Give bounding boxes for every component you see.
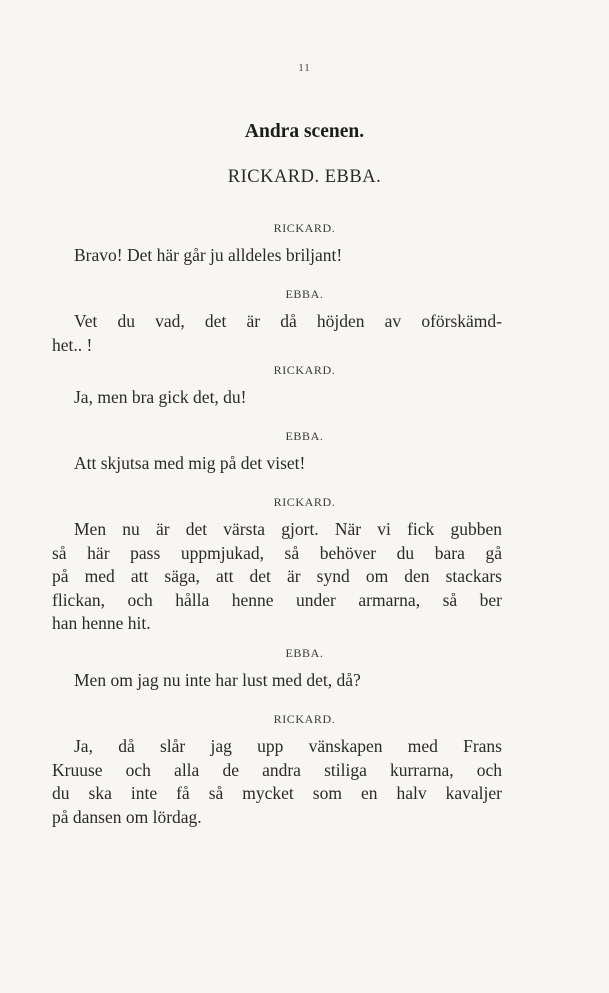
speech-line: Bravo! Det här går ju alldeles briljant! (74, 245, 343, 265)
speaker-label: RICKARD. (273, 495, 336, 509)
speaker-label: EBBA. (285, 646, 324, 660)
speech-line: flickan, och hålla henne under armarna, så ber (52, 589, 502, 610)
speech-block (52, 310, 502, 357)
speech-line: Ja, då slår jag upp vänskapen med Frans (74, 736, 502, 756)
speech-block (52, 669, 502, 693)
speech-block (52, 452, 502, 476)
speech-line: Men nu är det värsta gjort. När vi fick gubben (74, 519, 502, 539)
speech-line: Vet du vad, det är då höjden av oförskämd- (74, 311, 502, 331)
speech-line: på dansen om lördag. (52, 806, 202, 827)
scene-title: Andra scenen. (244, 121, 365, 142)
speech-block (52, 735, 502, 829)
speech-line: han henne hit. (52, 613, 151, 634)
speech-line: Ja, men bra gick det, du! (74, 387, 247, 407)
speech-block (52, 386, 502, 410)
speech-line: het.. ! (52, 334, 93, 355)
speech-line: Men om jag nu inte har lust med det, då? (74, 670, 361, 690)
speech-line: Att skjutsa med mig på det viset! (74, 453, 306, 473)
speech-line: du ska inte få så mycket som en halv kavaljer (52, 783, 502, 804)
speaker-label: RICKARD. (273, 363, 336, 377)
speaker-label: RICKARD. (273, 221, 336, 235)
speaker-label: RICKARD. (273, 712, 336, 726)
speaker-label: EBBA. (285, 429, 324, 443)
speech-line: så här pass uppmjukad, så behöver du bara gå (52, 542, 502, 563)
speech-line: Kruuse och alla de andra stiliga kurrarna, och (52, 759, 502, 780)
scene-characters: RICKARD. EBBA. (227, 167, 382, 187)
speech-block (52, 518, 502, 636)
speech-line: på med att säga, att det är synd om den stackars (52, 566, 502, 587)
page-number: 11 (298, 62, 311, 74)
speech-block (52, 244, 502, 268)
speaker-label: EBBA. (285, 287, 324, 301)
